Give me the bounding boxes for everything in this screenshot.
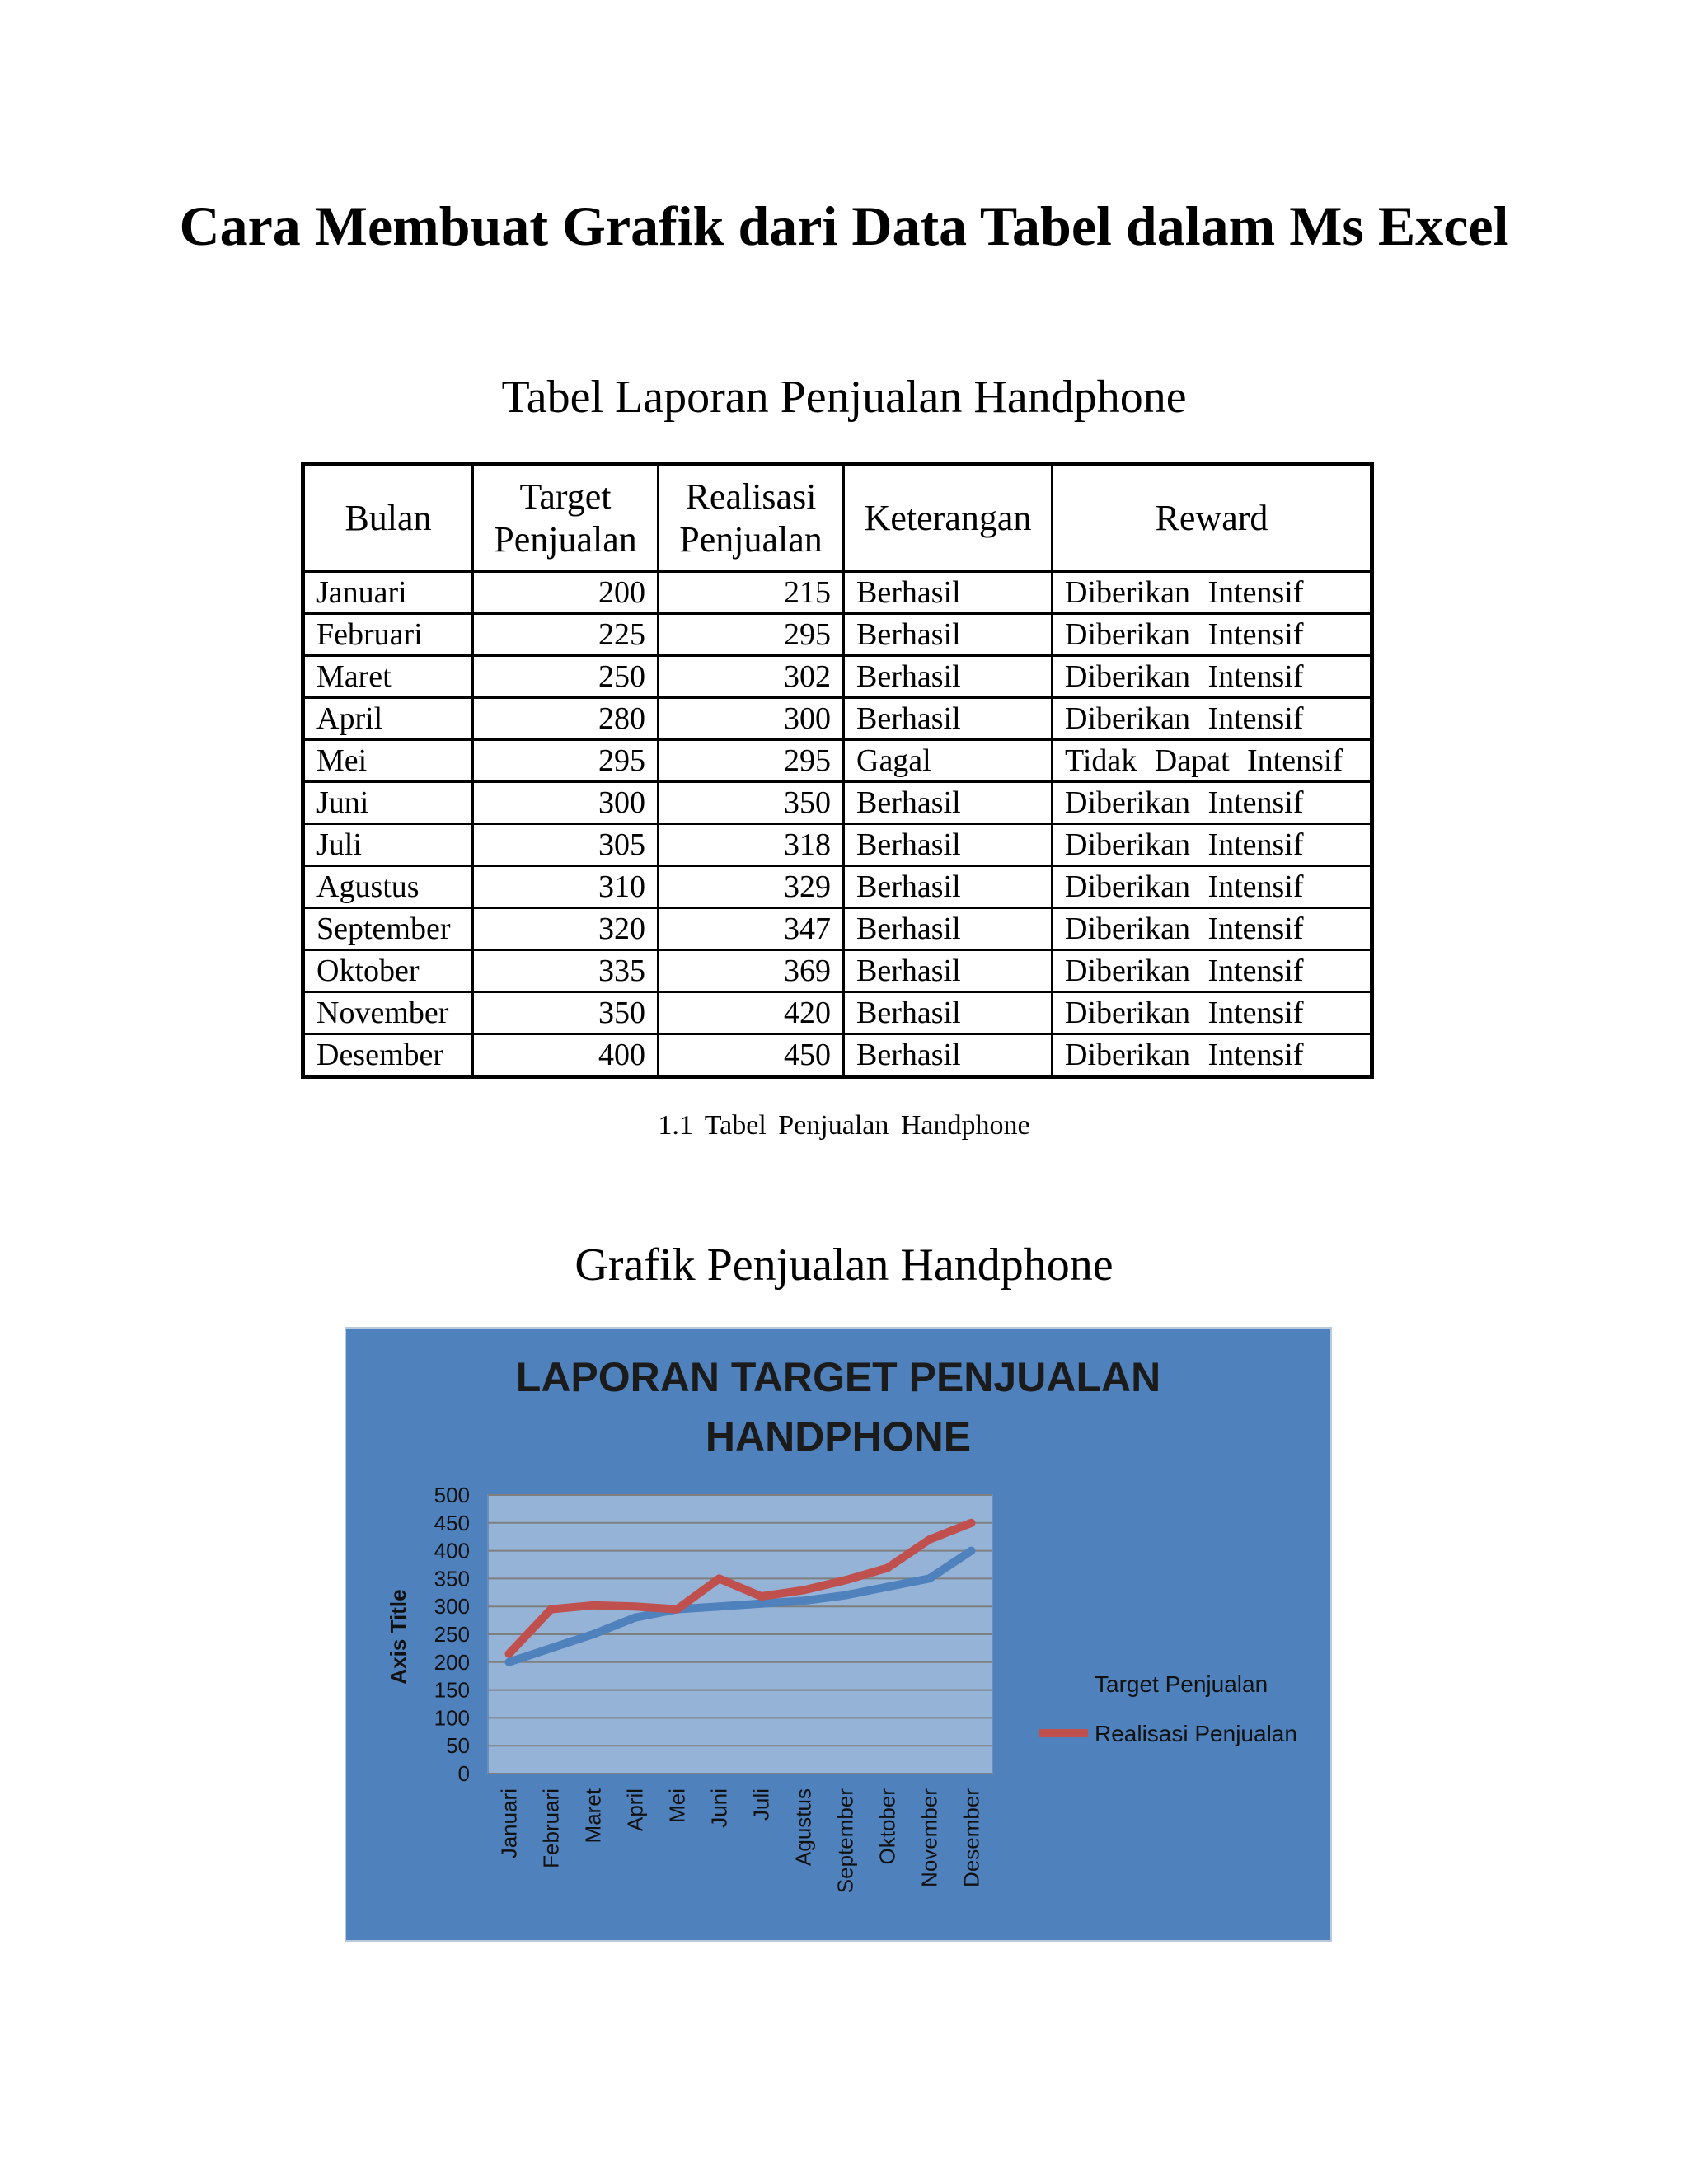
cell-reward: Diberikan Intensif [1053, 992, 1372, 1034]
cell-target: 295 [473, 740, 659, 782]
cell-bulan: September [303, 908, 473, 950]
data-point-0 [590, 1631, 597, 1638]
chart-title-line: HANDPHONE [705, 1413, 972, 1460]
cell-target: 305 [473, 824, 659, 866]
y-tick-label: 400 [434, 1538, 470, 1563]
y-tick-label: 0 [457, 1761, 470, 1786]
data-point-1 [842, 1577, 849, 1583]
data-point-0 [758, 1601, 765, 1607]
x-tick-label: November [917, 1788, 942, 1887]
cell-realisasi: 347 [659, 908, 844, 950]
cell-keterangan: Gagal [844, 740, 1053, 782]
cell-bulan: Juni [303, 782, 473, 824]
cell-keterangan: Berhasil [844, 992, 1053, 1034]
table-header-row [303, 464, 1372, 572]
table-row [303, 656, 1372, 698]
y-tick-label: 100 [434, 1705, 470, 1731]
cell-reward: Diberikan Intensif [1053, 824, 1372, 866]
cell-reward: Diberikan Intensif [1053, 698, 1372, 740]
y-tick-label: 250 [434, 1622, 470, 1647]
cell-target: 300 [473, 782, 659, 824]
x-tick-label: Juli [748, 1788, 774, 1821]
y-tick-label: 500 [434, 1483, 470, 1507]
y-tick-label: 200 [434, 1649, 470, 1675]
x-tick-label: Desember [959, 1788, 984, 1887]
legend-label-0: Target Penjualan [1095, 1671, 1268, 1697]
x-tick-label: Oktober [874, 1788, 900, 1865]
cell-keterangan: Berhasil [844, 908, 1053, 950]
x-tick-label: Januari [496, 1788, 522, 1859]
x-tick-label: Mei [664, 1788, 690, 1823]
cell-target: 200 [473, 572, 659, 614]
header-reward: Reward [1053, 464, 1372, 572]
header-keterangan: Keterangan [844, 464, 1053, 572]
cell-reward: Diberikan Intensif [1053, 614, 1372, 656]
table-row [303, 614, 1372, 656]
table-row [303, 866, 1372, 908]
x-tick-label: Agustus [790, 1788, 816, 1866]
data-point-0 [842, 1592, 849, 1599]
chart-area [345, 1327, 1332, 1942]
cell-reward: Diberikan Intensif [1053, 908, 1372, 950]
data-point-1 [548, 1606, 555, 1613]
table-row [303, 572, 1372, 614]
cell-keterangan: Berhasil [844, 782, 1053, 824]
cell-bulan: Januari [303, 572, 473, 614]
cell-target: 320 [473, 908, 659, 950]
data-point-1 [884, 1565, 891, 1572]
sales-table [301, 462, 1374, 1079]
cell-keterangan: Berhasil [844, 866, 1053, 908]
data-point-0 [716, 1603, 723, 1610]
cell-target: 310 [473, 866, 659, 908]
cell-realisasi: 295 [659, 740, 844, 782]
data-point-1 [800, 1587, 807, 1594]
x-tick-label: Juni [706, 1788, 732, 1828]
x-tick-label: Maret [580, 1788, 606, 1844]
y-tick-label: 150 [434, 1677, 470, 1703]
data-point-0 [632, 1615, 639, 1621]
cell-keterangan: Berhasil [844, 950, 1053, 992]
cell-realisasi: 295 [659, 614, 844, 656]
table-caption: 1.1 Tabel Penjualan Handphone [658, 1110, 1030, 1141]
cell-realisasi: 318 [659, 824, 844, 866]
x-tick-label: Februari [538, 1788, 564, 1868]
table-row [303, 1034, 1372, 1077]
cell-bulan: Juli [303, 824, 473, 866]
table-row [303, 908, 1372, 950]
cell-realisasi: 420 [659, 992, 844, 1034]
table-row [303, 698, 1372, 740]
data-point-1 [674, 1606, 681, 1613]
table-row [303, 824, 1372, 866]
cell-keterangan: Berhasil [844, 572, 1053, 614]
cell-keterangan: Berhasil [844, 656, 1053, 698]
cell-target: 400 [473, 1034, 659, 1077]
cell-reward: Diberikan Intensif [1053, 572, 1372, 614]
data-point-0 [884, 1584, 891, 1591]
cell-keterangan: Berhasil [844, 698, 1053, 740]
cell-reward: Tidak Dapat Intensif [1053, 740, 1372, 782]
legend-label-1: Realisasi Penjualan [1095, 1721, 1297, 1746]
cell-bulan: Mei [303, 740, 473, 782]
document-title: Cara Membuat Grafik dari Data Tabel dalam Ms Excel [179, 194, 1509, 257]
data-point-0 [548, 1645, 555, 1652]
data-point-1 [926, 1536, 933, 1543]
cell-target: 335 [473, 950, 659, 992]
cell-target: 280 [473, 698, 659, 740]
cell-bulan: Maret [303, 656, 473, 698]
cell-reward: Diberikan Intensif [1053, 656, 1372, 698]
data-point-1 [716, 1575, 723, 1582]
x-tick-label: September [832, 1788, 858, 1894]
data-point-0 [926, 1575, 933, 1582]
cell-bulan: Desember [303, 1034, 473, 1077]
table-row [303, 992, 1372, 1034]
data-point-1 [632, 1603, 639, 1610]
y-tick-label: 50 [446, 1733, 470, 1759]
cell-realisasi: 369 [659, 950, 844, 992]
x-tick-label: April [622, 1788, 648, 1832]
table-row [303, 740, 1372, 782]
cell-keterangan: Berhasil [844, 614, 1053, 656]
data-point-1 [590, 1602, 597, 1609]
chart-heading: Grafik Penjualan Handphone [574, 1240, 1114, 1291]
table-body [303, 572, 1372, 1077]
cell-bulan: Oktober [303, 950, 473, 992]
cell-keterangan: Berhasil [844, 824, 1053, 866]
cell-realisasi: 329 [659, 866, 844, 908]
cell-reward: Diberikan Intensif [1053, 782, 1372, 824]
table-row [303, 782, 1372, 824]
cell-target: 225 [473, 614, 659, 656]
cell-reward: Diberikan Intensif [1053, 866, 1372, 908]
cell-realisasi: 350 [659, 782, 844, 824]
cell-keterangan: Berhasil [844, 1034, 1053, 1077]
data-point-1 [506, 1651, 513, 1657]
header-target: Target Penjualan [473, 464, 659, 572]
data-point-1 [758, 1593, 765, 1600]
data-point-0 [800, 1597, 807, 1604]
table-row [303, 950, 1372, 992]
data-point-0 [968, 1548, 975, 1554]
cell-reward: Diberikan Intensif [1053, 1034, 1372, 1077]
cell-bulan: November [303, 992, 473, 1034]
cell-realisasi: 215 [659, 572, 844, 614]
data-point-0 [506, 1659, 513, 1666]
table-heading: Tabel Laporan Penjualan Handphone [501, 372, 1187, 423]
cell-reward: Diberikan Intensif [1053, 950, 1372, 992]
header-bulan: Bulan [303, 464, 473, 572]
header-realisasi: Realisasi Penjualan [659, 464, 844, 572]
cell-target: 350 [473, 992, 659, 1034]
cell-realisasi: 302 [659, 656, 844, 698]
y-tick-label: 350 [434, 1566, 470, 1591]
cell-bulan: Februari [303, 614, 473, 656]
cell-bulan: April [303, 698, 473, 740]
cell-bulan: Agustus [303, 866, 473, 908]
y-tick-label: 300 [434, 1594, 470, 1619]
data-point-1 [968, 1520, 975, 1526]
y-tick-label: 450 [434, 1510, 470, 1535]
cell-realisasi: 300 [659, 698, 844, 740]
cell-target: 250 [473, 656, 659, 698]
y-axis-title: Axis Title [386, 1589, 410, 1685]
cell-realisasi: 450 [659, 1034, 844, 1077]
chart-title-line: LAPORAN TARGET PENJUALAN [515, 1354, 1161, 1400]
line-chart [346, 1329, 1330, 1940]
